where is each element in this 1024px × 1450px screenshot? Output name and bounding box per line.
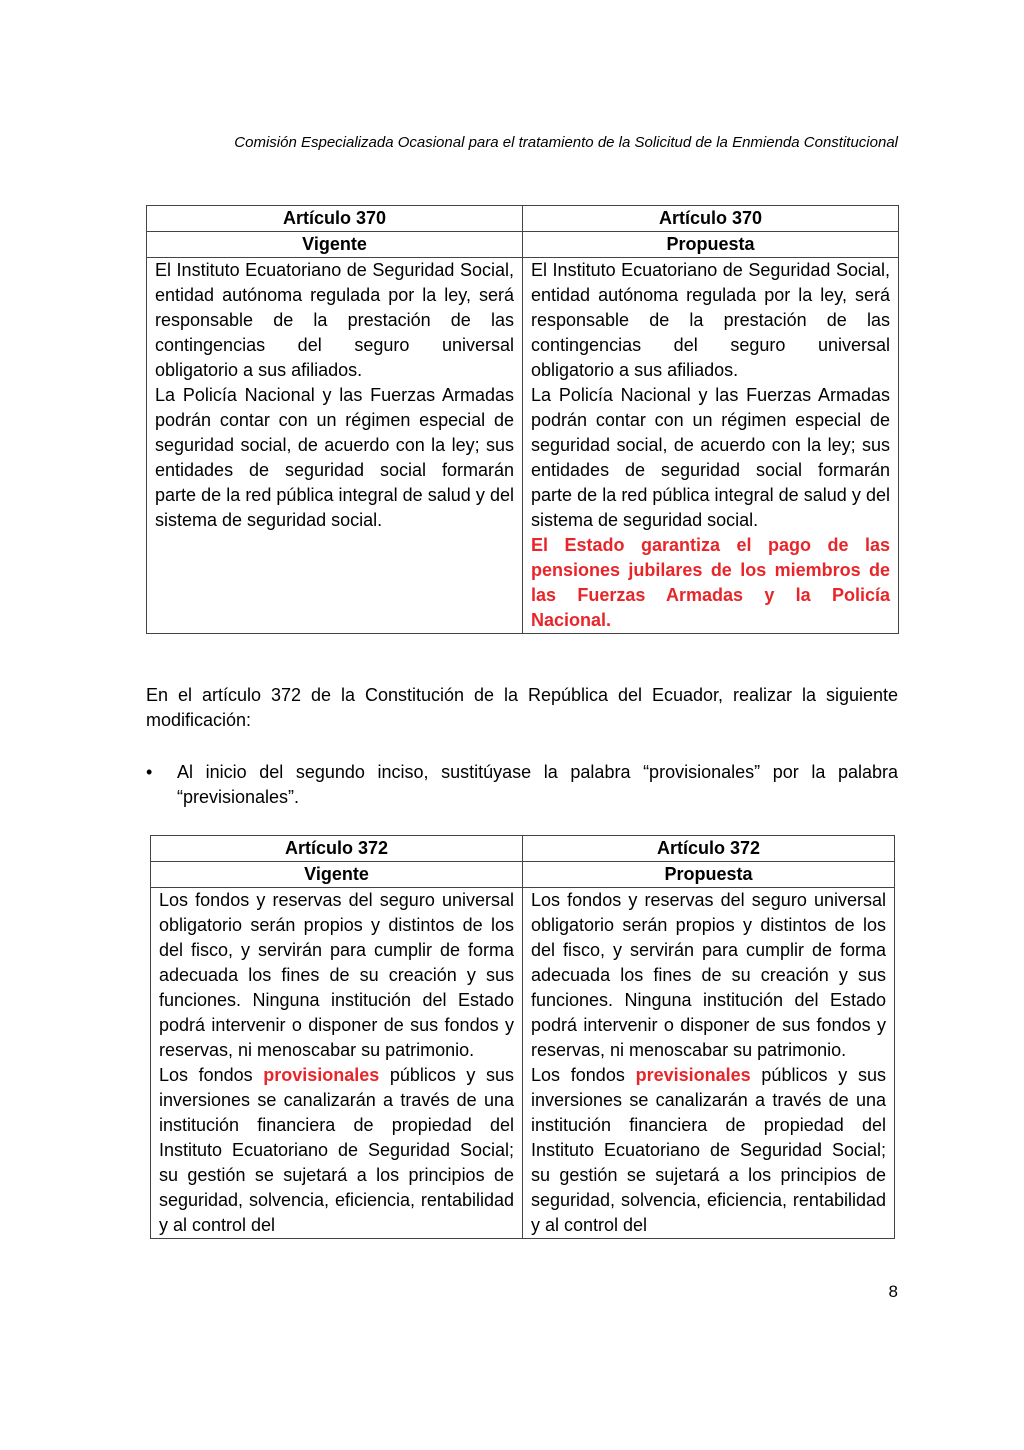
vigente-paragraph-2: La Policía Nacional y las Fuerzas Armadas podrán contar con un régimen especial de seguridad social, de acuerdo con la ley; sus entidades de seguridad social formarán parte de la red pública integral de salud y del sistema de seguridad social.	[155, 385, 514, 530]
page-header: Comisión Especializada Ocasional para el tratamiento de la Solicitud de la Enmienda Constitucional	[234, 134, 898, 151]
vigente-article-heading: Artículo 370	[147, 206, 523, 232]
vigente-text-cell	[151, 888, 523, 1239]
table-body-row	[151, 888, 895, 1239]
propuesta-highlighted-word: previsionales	[635, 1065, 751, 1085]
propuesta-paragraph-2: La Policía Nacional y las Fuerzas Armadas podrán contar con un régimen especial de seguridad social, de acuerdo con la ley; sus entidades de seguridad social formarán parte de la red pública integral de salud y del sistema de seguridad social.	[531, 385, 890, 530]
propuesta-added-paragraph: El Estado garantiza el pago de las pensiones jubilares de los miembros de las Fuerzas Armadas y la Policía Nacional.	[531, 535, 890, 630]
vigente-paragraph-1: El Instituto Ecuatoriano de Seguridad Social, entidad autónoma regulada por la ley, será responsable de la prestación de las contingencias del seguro universal obligatorio a sus afiliados.	[155, 260, 514, 380]
propuesta-paragraph-2	[531, 1063, 886, 1238]
table-heading-row	[147, 206, 899, 232]
table-subheading-row	[151, 862, 895, 888]
intro-paragraph: En el artículo 372 de la Constitución de la República del Ecuador, realizar la siguiente modificación:	[146, 685, 898, 730]
bullet-list-item	[146, 760, 898, 810]
bullet-text: Al inicio del segundo inciso, sustitúyase la palabra “provisionales” por la palabra “previsionales”.	[177, 762, 898, 807]
article-370-comparison-table	[146, 205, 899, 634]
propuesta-text-cell	[523, 888, 895, 1239]
propuesta-column-heading: Propuesta	[523, 862, 895, 888]
vigente-paragraph-1: Los fondos y reservas del seguro universal obligatorio serán propios y distintos de los del fisco, y servirán para cumplir de forma adecuada los fines de su creación y sus funciones. Ninguna institución del Estado podrá intervenir o disponer de sus fondos y reservas, ni menoscabar su patrimonio.	[159, 890, 514, 1060]
vigente-paragraph-2-rest: públicos y sus inversiones se canalizarán a través de una institución financiera de propiedad del Instituto Ecuatoriano de Seguridad Social; su gestión se sujetará a los principios de seguridad, solvencia, eficiencia, rentabilidad y al control del	[159, 1065, 514, 1235]
propuesta-paragraph-1: El Instituto Ecuatoriano de Seguridad Social, entidad autónoma regulada por la ley, será responsable de la prestación de las contingencias del seguro universal obligatorio a sus afiliados.	[531, 260, 890, 380]
table-subheading-row	[147, 232, 899, 258]
propuesta-paragraph-2-rest: públicos y sus inversiones se canalizarán a través de una institución financiera de propiedad del Instituto Ecuatoriano de Seguridad Social; su gestión se sujetará a los principios de seguridad, solvencia, eficiencia, rentabilidad y al control del	[531, 1065, 886, 1235]
propuesta-article-heading: Artículo 372	[523, 836, 895, 862]
propuesta-article-heading: Artículo 370	[523, 206, 899, 232]
page-number: 8	[888, 1282, 898, 1301]
vigente-paragraph-2-start: Los fondos	[159, 1065, 264, 1085]
bullet-icon: •	[146, 762, 153, 782]
vigente-paragraph-2	[159, 1063, 514, 1238]
table-heading-row	[151, 836, 895, 862]
vigente-column-heading: Vigente	[151, 862, 523, 888]
propuesta-column-heading: Propuesta	[523, 232, 899, 258]
article-372-comparison-table	[150, 835, 895, 1239]
vigente-column-heading: Vigente	[147, 232, 523, 258]
table-body-row	[147, 258, 899, 634]
propuesta-text-cell	[523, 258, 899, 634]
vigente-article-heading: Artículo 372	[151, 836, 523, 862]
vigente-highlighted-word: provisionales	[263, 1065, 380, 1085]
vigente-text-cell	[147, 258, 523, 634]
propuesta-paragraph-1: Los fondos y reservas del seguro universal obligatorio serán propios y distintos de los del fisco, y servirán para cumplir de forma adecuada los fines de su creación y sus funciones. Ninguna institución del Estado podrá intervenir o disponer de sus fondos y reservas, ni menoscabar su patrimonio.	[531, 890, 886, 1060]
propuesta-paragraph-2-start: Los fondos	[531, 1065, 636, 1085]
